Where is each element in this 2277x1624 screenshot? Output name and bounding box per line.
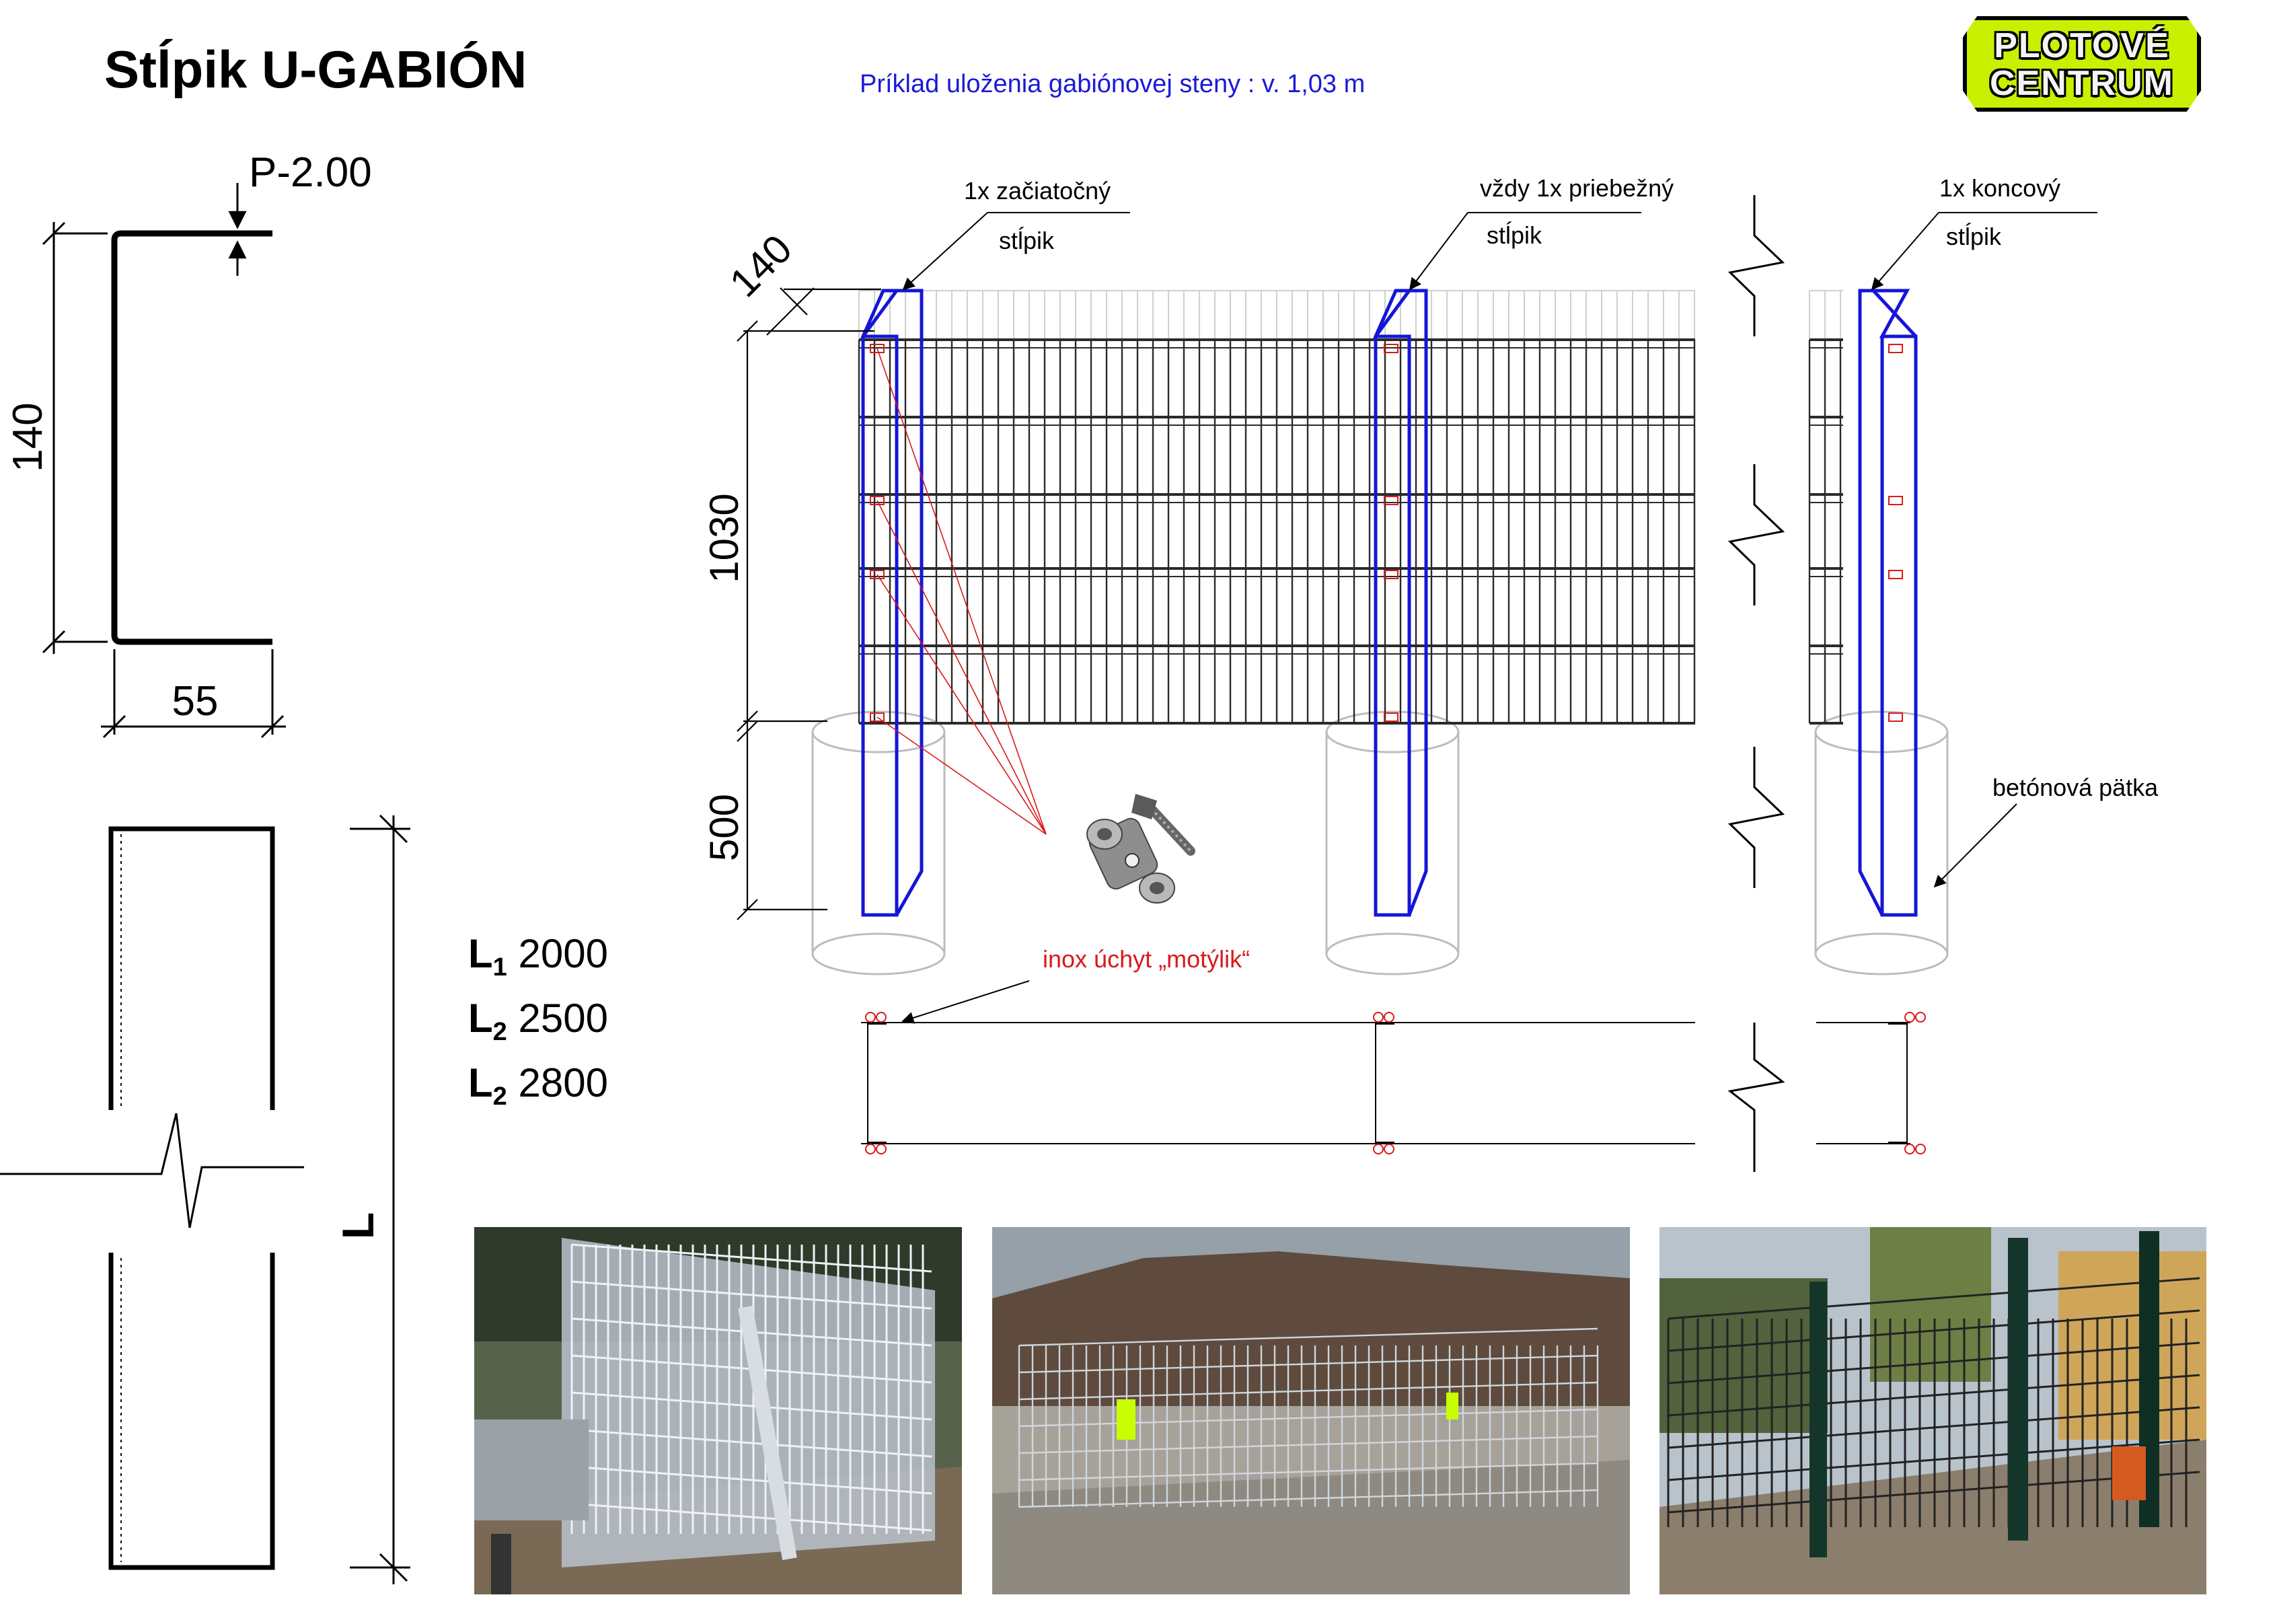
length-value: 2500 [518,996,608,1041]
callout-end-line1: 1x koncový [1939,174,2061,202]
plan-clip [1374,1144,1383,1154]
wall-posts [863,291,1916,915]
break-symbol [0,1113,304,1228]
wall-break-symbols [1730,195,1783,1172]
break-symbol [1730,195,1783,336]
plan-clip [1384,1144,1394,1154]
logo-line1: PLOTOVÉ [1994,26,2170,65]
plan-clip [876,1012,886,1022]
gabion-mesh [859,340,1843,723]
thickness-label: P-2.00 [249,149,372,196]
clip-leader-lines [877,348,1046,834]
plan-clip [866,1144,875,1154]
clip-label: inox úchyt „motýlik“ [1043,945,1251,973]
break-symbol [1730,747,1783,888]
callout-start-line1: 1x začiatočný [964,177,1111,205]
length-subscript: 2 [492,1018,507,1046]
profile-section [5,149,372,737]
clip-mark [1889,344,1902,353]
plan-clip [1905,1012,1914,1022]
post-elevation [0,815,410,1584]
butterfly-clip-icon [1086,794,1191,903]
plan-clip [866,1012,875,1022]
plan-clip [1916,1144,1925,1154]
leader-line [877,348,1046,834]
post-outline [863,291,922,915]
leader-line [877,717,1046,834]
callout-end-line2: stĺpik [1946,223,2002,250]
clip-mark [1889,496,1902,505]
plan-clip [1374,1012,1383,1022]
logo-line2: CENTRUM [1990,64,2174,103]
callout-middle-line1: vždy 1x priebežný [1480,174,1674,202]
clip-mark [1889,570,1902,579]
post-callouts [903,213,2097,1021]
clip-mark [1384,713,1398,721]
leader-line [877,575,1046,834]
footing-top [1327,712,1458,752]
length-row [468,928,608,993]
mesh-top-extension [859,291,1843,340]
height-dimension [43,222,108,654]
post-outline [1860,291,1916,915]
footing-bottom [1816,934,1947,974]
break-symbol [1730,1023,1783,1172]
concrete-footings [813,712,1947,974]
plan-clip [1916,1012,1925,1022]
length-row [468,993,608,1058]
wall-diagram [702,174,2159,1172]
length-subscript: 1 [492,953,507,982]
footing-bottom [1327,934,1458,974]
length-letter: L [468,931,493,976]
footing-bottom [813,934,944,974]
height-label: 140 [5,402,51,472]
plan-clip [876,1144,886,1154]
length-row [468,1058,608,1122]
break-symbol [1730,464,1783,605]
plan-view [861,1012,1925,1154]
foundation-label: betónová pätka [1992,774,2159,801]
dim-height-label: 1030 [702,493,747,583]
length-value: 2800 [518,1060,608,1105]
clip-mark [1384,496,1398,505]
brand-logo [1963,16,2201,112]
photo-gabion-wall-construction [474,1227,962,1594]
length-value: 2000 [518,931,608,976]
post-length-list [468,928,608,1122]
clip-mark [1384,570,1398,579]
post-edge [1873,291,1916,336]
clip-mark [1889,713,1902,721]
dim-top-label: 140 [720,226,800,306]
length-letter: L [468,996,493,1041]
page-title: Stĺpik U-GABIÓN [104,40,527,99]
post-clips [870,344,1902,721]
callout-start-line2: stĺpik [999,227,1055,254]
length-letter: L [468,1060,493,1105]
plan-clip [1905,1144,1914,1154]
page-subtitle: Príklad uloženia gabiónovej steny : v. 1,03 m [860,70,1366,98]
callout-middle-line2: stĺpik [1487,221,1542,249]
post-length-label: L [333,1212,383,1240]
u-profile-shape [114,233,272,642]
plan-clip [1384,1012,1394,1022]
photo-fence-garden [1659,1227,2206,1594]
leader-line [877,501,1046,834]
length-subscript: 2 [492,1082,507,1111]
dim-foundation-label: 500 [702,793,747,862]
width-label: 55 [172,678,219,725]
photo-gabion-fence-site [992,1227,1630,1594]
